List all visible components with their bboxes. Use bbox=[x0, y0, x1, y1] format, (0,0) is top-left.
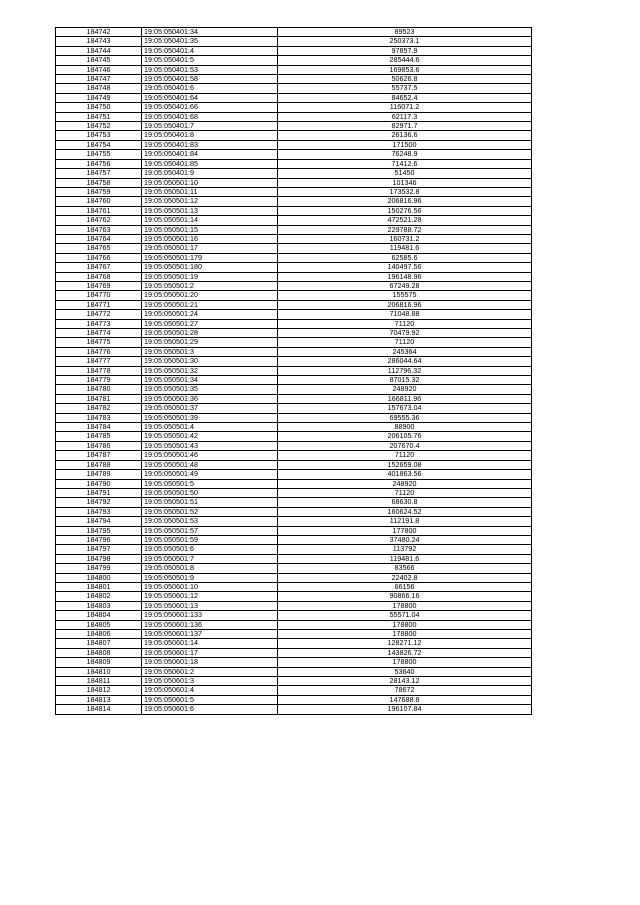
row-number-cell: 184795 bbox=[56, 526, 142, 535]
value-cell: 196148.96 bbox=[278, 272, 532, 281]
value-cell: 53640 bbox=[278, 667, 532, 676]
table-row bbox=[56, 234, 532, 243]
cadastral-number-cell: 19:05:050501:4 bbox=[142, 423, 278, 432]
cadastral-value-table bbox=[55, 27, 532, 715]
row-number-cell: 184782 bbox=[56, 404, 142, 413]
table-row bbox=[56, 46, 532, 55]
value-cell: 155575 bbox=[278, 291, 532, 300]
table-row bbox=[56, 159, 532, 168]
cadastral-number-cell: 19:05:050501:53 bbox=[142, 517, 278, 526]
cadastral-number-cell: 19:05:050601:14 bbox=[142, 639, 278, 648]
table-row bbox=[56, 178, 532, 187]
table-row bbox=[56, 385, 532, 394]
cadastral-number-cell: 19:05:050601:12 bbox=[142, 592, 278, 601]
row-number-cell: 184800 bbox=[56, 573, 142, 582]
cadastral-number-cell: 19:05:050501:35 bbox=[142, 385, 278, 394]
table-row bbox=[56, 65, 532, 74]
cadastral-number-cell: 19:05:050401:35 bbox=[142, 37, 278, 46]
cadastral-number-cell: 19:05:050601:4 bbox=[142, 686, 278, 695]
table-row bbox=[56, 84, 532, 93]
value-cell: 66156 bbox=[278, 582, 532, 591]
table-row bbox=[56, 310, 532, 319]
table-row bbox=[56, 347, 532, 356]
row-number-cell: 184750 bbox=[56, 103, 142, 112]
row-number-cell: 184747 bbox=[56, 75, 142, 84]
row-number-cell: 184810 bbox=[56, 667, 142, 676]
table-row bbox=[56, 56, 532, 65]
value-cell: 78672 bbox=[278, 686, 532, 695]
value-cell: 140497.56 bbox=[278, 263, 532, 272]
cadastral-number-cell: 19:05:050401:84 bbox=[142, 150, 278, 159]
value-cell: 62117.3 bbox=[278, 112, 532, 121]
table-row bbox=[56, 140, 532, 149]
row-number-cell: 184756 bbox=[56, 159, 142, 168]
row-number-cell: 184754 bbox=[56, 140, 142, 149]
value-cell: 71120 bbox=[278, 451, 532, 460]
table-row bbox=[56, 498, 532, 507]
value-cell: 245364 bbox=[278, 347, 532, 356]
table-row bbox=[56, 695, 532, 704]
cadastral-number-cell: 19:05:050501:57 bbox=[142, 526, 278, 535]
value-cell: 50626.8 bbox=[278, 75, 532, 84]
table-row bbox=[56, 169, 532, 178]
cadastral-number-cell: 19:05:050501:13 bbox=[142, 206, 278, 215]
cadastral-number-cell: 19:05:050601:133 bbox=[142, 611, 278, 620]
row-number-cell: 184765 bbox=[56, 244, 142, 253]
row-number-cell: 184746 bbox=[56, 65, 142, 74]
row-number-cell: 184766 bbox=[56, 253, 142, 262]
table-row bbox=[56, 272, 532, 281]
table-row bbox=[56, 225, 532, 234]
value-cell: 76248.9 bbox=[278, 150, 532, 159]
cadastral-number-cell: 19:05:050501:6 bbox=[142, 545, 278, 554]
cadastral-number-cell: 19:05:050501:46 bbox=[142, 451, 278, 460]
value-cell: 119481.6 bbox=[278, 554, 532, 563]
value-cell: 71048.88 bbox=[278, 310, 532, 319]
row-number-cell: 184749 bbox=[56, 93, 142, 102]
table-row bbox=[56, 582, 532, 591]
table-row bbox=[56, 432, 532, 441]
row-number-cell: 184768 bbox=[56, 272, 142, 281]
table-row bbox=[56, 28, 532, 37]
table-row bbox=[56, 423, 532, 432]
cadastral-number-cell: 19:05:050401:6 bbox=[142, 84, 278, 93]
value-cell: 68630.8 bbox=[278, 498, 532, 507]
row-number-cell: 184799 bbox=[56, 564, 142, 573]
table-row bbox=[56, 517, 532, 526]
row-number-cell: 184797 bbox=[56, 545, 142, 554]
value-cell: 171500 bbox=[278, 140, 532, 149]
row-number-cell: 184759 bbox=[56, 187, 142, 196]
cadastral-number-cell: 19:05:050501:52 bbox=[142, 507, 278, 516]
value-cell: 160624.52 bbox=[278, 507, 532, 516]
row-number-cell: 184807 bbox=[56, 639, 142, 648]
value-cell: 71120 bbox=[278, 488, 532, 497]
row-number-cell: 184745 bbox=[56, 56, 142, 65]
cadastral-number-cell: 19:05:050601:137 bbox=[142, 630, 278, 639]
row-number-cell: 184792 bbox=[56, 498, 142, 507]
table-row bbox=[56, 394, 532, 403]
cadastral-number-cell: 19:05:050401:7 bbox=[142, 122, 278, 131]
cadastral-number-cell: 19:05:050501:34 bbox=[142, 376, 278, 385]
table-row bbox=[56, 244, 532, 253]
value-cell: 37480.24 bbox=[278, 535, 532, 544]
cadastral-number-cell: 19:05:050501:3 bbox=[142, 347, 278, 356]
row-number-cell: 184779 bbox=[56, 376, 142, 385]
table-row bbox=[56, 93, 532, 102]
row-number-cell: 184757 bbox=[56, 169, 142, 178]
row-number-cell: 184809 bbox=[56, 658, 142, 667]
table-row bbox=[56, 686, 532, 695]
row-number-cell: 184760 bbox=[56, 197, 142, 206]
value-cell: 55737.5 bbox=[278, 84, 532, 93]
table-row bbox=[56, 413, 532, 422]
row-number-cell: 184786 bbox=[56, 441, 142, 450]
cadastral-number-cell: 19:05:050401:8 bbox=[142, 131, 278, 140]
value-cell: 112796.32 bbox=[278, 366, 532, 375]
table-row bbox=[56, 488, 532, 497]
row-number-cell: 184781 bbox=[56, 394, 142, 403]
cadastral-number-cell: 19:05:050501:8 bbox=[142, 564, 278, 573]
cadastral-number-cell: 19:05:050501:17 bbox=[142, 244, 278, 253]
cadastral-number-cell: 19:05:050501:179 bbox=[142, 253, 278, 262]
table-row bbox=[56, 263, 532, 272]
cadastral-number-cell: 19:05:050501:59 bbox=[142, 535, 278, 544]
table-row bbox=[56, 376, 532, 385]
value-cell: 401863.56 bbox=[278, 470, 532, 479]
row-number-cell: 184752 bbox=[56, 122, 142, 131]
row-number-cell: 184813 bbox=[56, 695, 142, 704]
cadastral-number-cell: 19:05:050501:180 bbox=[142, 263, 278, 272]
table-row bbox=[56, 677, 532, 686]
table-row bbox=[56, 253, 532, 262]
row-number-cell: 184773 bbox=[56, 319, 142, 328]
value-cell: 82971.7 bbox=[278, 122, 532, 131]
value-cell: 69555.36 bbox=[278, 413, 532, 422]
cadastral-number-cell: 19:05:050601:10 bbox=[142, 582, 278, 591]
cadastral-number-cell: 19:05:050501:49 bbox=[142, 470, 278, 479]
cadastral-number-cell: 19:05:050501:27 bbox=[142, 319, 278, 328]
cadastral-number-cell: 19:05:050401:66 bbox=[142, 103, 278, 112]
table-row bbox=[56, 667, 532, 676]
value-cell: 90866.16 bbox=[278, 592, 532, 601]
cadastral-number-cell: 19:05:050501:11 bbox=[142, 187, 278, 196]
value-cell: 178800 bbox=[278, 620, 532, 629]
value-cell: 71120 bbox=[278, 319, 532, 328]
cadastral-number-cell: 19:05:050501:30 bbox=[142, 357, 278, 366]
table-row bbox=[56, 37, 532, 46]
cadastral-number-cell: 19:05:050601:18 bbox=[142, 658, 278, 667]
table-row bbox=[56, 601, 532, 610]
cadastral-number-cell: 19:05:050501:42 bbox=[142, 432, 278, 441]
row-number-cell: 184742 bbox=[56, 28, 142, 37]
cadastral-number-cell: 19:05:050501:2 bbox=[142, 281, 278, 290]
table-row bbox=[56, 451, 532, 460]
value-cell: 87015.32 bbox=[278, 376, 532, 385]
row-number-cell: 184758 bbox=[56, 178, 142, 187]
cadastral-number-cell: 19:05:050501:20 bbox=[142, 291, 278, 300]
table-row bbox=[56, 187, 532, 196]
value-cell: 89523 bbox=[278, 28, 532, 37]
table-row bbox=[56, 404, 532, 413]
row-number-cell: 184780 bbox=[56, 385, 142, 394]
table-row bbox=[56, 545, 532, 554]
cadastral-number-cell: 19:05:050501:12 bbox=[142, 197, 278, 206]
value-cell: 28143.12 bbox=[278, 677, 532, 686]
cadastral-number-cell: 19:05:050501:14 bbox=[142, 216, 278, 225]
row-number-cell: 184761 bbox=[56, 206, 142, 215]
cadastral-number-cell: 19:05:050501:39 bbox=[142, 413, 278, 422]
table-row bbox=[56, 291, 532, 300]
cadastral-number-cell: 19:05:050401:53 bbox=[142, 65, 278, 74]
row-number-cell: 184777 bbox=[56, 357, 142, 366]
cadastral-number-cell: 19:05:050401:9 bbox=[142, 169, 278, 178]
row-number-cell: 184783 bbox=[56, 413, 142, 422]
value-cell: 70479.92 bbox=[278, 329, 532, 338]
value-cell: 51450 bbox=[278, 169, 532, 178]
row-number-cell: 184808 bbox=[56, 648, 142, 657]
value-cell: 71120 bbox=[278, 338, 532, 347]
value-cell: 26136.6 bbox=[278, 131, 532, 140]
row-number-cell: 184790 bbox=[56, 479, 142, 488]
row-number-cell: 184788 bbox=[56, 460, 142, 469]
row-number-cell: 184748 bbox=[56, 84, 142, 93]
row-number-cell: 184755 bbox=[56, 150, 142, 159]
cadastral-number-cell: 19:05:050501:43 bbox=[142, 441, 278, 450]
row-number-cell: 184744 bbox=[56, 46, 142, 55]
table-row bbox=[56, 507, 532, 516]
table-row bbox=[56, 103, 532, 112]
cadastral-number-cell: 19:05:050501:15 bbox=[142, 225, 278, 234]
table-row bbox=[56, 216, 532, 225]
table-row bbox=[56, 281, 532, 290]
cadastral-number-cell: 19:05:050401:5 bbox=[142, 56, 278, 65]
value-cell: 67249.28 bbox=[278, 281, 532, 290]
value-cell: 206816.96 bbox=[278, 300, 532, 309]
value-cell: 22402.8 bbox=[278, 573, 532, 582]
table-row bbox=[56, 197, 532, 206]
row-number-cell: 184784 bbox=[56, 423, 142, 432]
value-cell: 173532.8 bbox=[278, 187, 532, 196]
value-cell: 286044.64 bbox=[278, 357, 532, 366]
table-row bbox=[56, 300, 532, 309]
value-cell: 206816.96 bbox=[278, 197, 532, 206]
cadastral-number-cell: 19:05:050601:6 bbox=[142, 705, 278, 714]
table-row bbox=[56, 630, 532, 639]
value-cell: 248920 bbox=[278, 479, 532, 488]
value-cell: 71412.6 bbox=[278, 159, 532, 168]
row-number-cell: 184751 bbox=[56, 112, 142, 121]
cadastral-number-cell: 19:05:050501:37 bbox=[142, 404, 278, 413]
table-row bbox=[56, 122, 532, 131]
value-cell: 97857.9 bbox=[278, 46, 532, 55]
value-cell: 55571.04 bbox=[278, 611, 532, 620]
row-number-cell: 184753 bbox=[56, 131, 142, 140]
table-row bbox=[56, 338, 532, 347]
cadastral-number-cell: 19:05:050401:64 bbox=[142, 93, 278, 102]
value-cell: 169853.6 bbox=[278, 65, 532, 74]
value-cell: 166811.96 bbox=[278, 394, 532, 403]
row-number-cell: 184767 bbox=[56, 263, 142, 272]
value-cell: 113792 bbox=[278, 545, 532, 554]
row-number-cell: 184787 bbox=[56, 451, 142, 460]
cadastral-number-cell: 19:05:050601:13 bbox=[142, 601, 278, 610]
row-number-cell: 184769 bbox=[56, 281, 142, 290]
row-number-cell: 184770 bbox=[56, 291, 142, 300]
value-cell: 285444.6 bbox=[278, 56, 532, 65]
cadastral-number-cell: 19:05:050401:4 bbox=[142, 46, 278, 55]
table-row bbox=[56, 564, 532, 573]
cadastral-number-cell: 19:05:050501:10 bbox=[142, 178, 278, 187]
cadastral-number-cell: 19:05:050401:68 bbox=[142, 112, 278, 121]
row-number-cell: 184762 bbox=[56, 216, 142, 225]
cadastral-number-cell: 19:05:050601:2 bbox=[142, 667, 278, 676]
cadastral-number-cell: 19:05:050401:85 bbox=[142, 159, 278, 168]
cadastral-number-cell: 19:05:050501:9 bbox=[142, 573, 278, 582]
value-cell: 128271.12 bbox=[278, 639, 532, 648]
value-cell: 62585.6 bbox=[278, 253, 532, 262]
row-number-cell: 184763 bbox=[56, 225, 142, 234]
value-cell: 472521.28 bbox=[278, 216, 532, 225]
table-row bbox=[56, 658, 532, 667]
value-cell: 150276.56 bbox=[278, 206, 532, 215]
cadastral-number-cell: 19:05:050601:17 bbox=[142, 648, 278, 657]
row-number-cell: 184805 bbox=[56, 620, 142, 629]
value-cell: 83566 bbox=[278, 564, 532, 573]
row-number-cell: 184785 bbox=[56, 432, 142, 441]
row-number-cell: 184801 bbox=[56, 582, 142, 591]
cadastral-number-cell: 19:05:050501:29 bbox=[142, 338, 278, 347]
row-number-cell: 184814 bbox=[56, 705, 142, 714]
table-row bbox=[56, 112, 532, 121]
cadastral-number-cell: 19:05:050501:36 bbox=[142, 394, 278, 403]
row-number-cell: 184806 bbox=[56, 630, 142, 639]
value-cell: 178800 bbox=[278, 658, 532, 667]
cadastral-number-cell: 19:05:050501:51 bbox=[142, 498, 278, 507]
row-number-cell: 184743 bbox=[56, 37, 142, 46]
row-number-cell: 184776 bbox=[56, 347, 142, 356]
row-number-cell: 184772 bbox=[56, 310, 142, 319]
table-row bbox=[56, 75, 532, 84]
table-row bbox=[56, 573, 532, 582]
cadastral-number-cell: 19:05:050501:7 bbox=[142, 554, 278, 563]
cadastral-number-cell: 19:05:050601:3 bbox=[142, 677, 278, 686]
table-row bbox=[56, 357, 532, 366]
row-number-cell: 184791 bbox=[56, 488, 142, 497]
cadastral-number-cell: 19:05:050501:24 bbox=[142, 310, 278, 319]
table-row bbox=[56, 620, 532, 629]
table-row bbox=[56, 648, 532, 657]
value-cell: 177800 bbox=[278, 526, 532, 535]
value-cell: 116071.2 bbox=[278, 103, 532, 112]
table-row bbox=[56, 639, 532, 648]
cadastral-number-cell: 19:05:050501:16 bbox=[142, 234, 278, 243]
value-cell: 250373.1 bbox=[278, 37, 532, 46]
cadastral-number-cell: 19:05:050401:34 bbox=[142, 28, 278, 37]
row-number-cell: 184774 bbox=[56, 329, 142, 338]
value-cell: 101346 bbox=[278, 178, 532, 187]
table-row bbox=[56, 611, 532, 620]
table-row bbox=[56, 592, 532, 601]
table-body bbox=[56, 28, 532, 715]
row-number-cell: 184796 bbox=[56, 535, 142, 544]
row-number-cell: 184789 bbox=[56, 470, 142, 479]
value-cell: 147688.8 bbox=[278, 695, 532, 704]
row-number-cell: 184778 bbox=[56, 366, 142, 375]
value-cell: 178800 bbox=[278, 630, 532, 639]
row-number-cell: 184771 bbox=[56, 300, 142, 309]
table-row bbox=[56, 150, 532, 159]
table-row bbox=[56, 535, 532, 544]
table-row bbox=[56, 366, 532, 375]
row-number-cell: 184804 bbox=[56, 611, 142, 620]
value-cell: 88900 bbox=[278, 423, 532, 432]
row-number-cell: 184803 bbox=[56, 601, 142, 610]
table-row bbox=[56, 526, 532, 535]
value-cell: 84652.4 bbox=[278, 93, 532, 102]
cadastral-number-cell: 19:05:050501:48 bbox=[142, 460, 278, 469]
cadastral-number-cell: 19:05:050401:58 bbox=[142, 75, 278, 84]
table-row bbox=[56, 705, 532, 714]
cadastral-number-cell: 19:05:050601:5 bbox=[142, 695, 278, 704]
cadastral-number-cell: 19:05:050501:28 bbox=[142, 329, 278, 338]
cadastral-number-cell: 19:05:050501:21 bbox=[142, 300, 278, 309]
value-cell: 143826.72 bbox=[278, 648, 532, 657]
value-cell: 229788.72 bbox=[278, 225, 532, 234]
row-number-cell: 184802 bbox=[56, 592, 142, 601]
table-row bbox=[56, 131, 532, 140]
row-number-cell: 184793 bbox=[56, 507, 142, 516]
cadastral-number-cell: 19:05:050501:5 bbox=[142, 479, 278, 488]
row-number-cell: 184798 bbox=[56, 554, 142, 563]
cadastral-number-cell: 19:05:050501:32 bbox=[142, 366, 278, 375]
row-number-cell: 184794 bbox=[56, 517, 142, 526]
table-row bbox=[56, 206, 532, 215]
row-number-cell: 184775 bbox=[56, 338, 142, 347]
cadastral-number-cell: 19:05:050601:136 bbox=[142, 620, 278, 629]
value-cell: 206105.76 bbox=[278, 432, 532, 441]
table-row bbox=[56, 554, 532, 563]
row-number-cell: 184812 bbox=[56, 686, 142, 695]
table-row bbox=[56, 319, 532, 328]
table-row bbox=[56, 470, 532, 479]
value-cell: 160731.2 bbox=[278, 234, 532, 243]
value-cell: 119481.6 bbox=[278, 244, 532, 253]
table-row bbox=[56, 329, 532, 338]
value-cell: 196107.84 bbox=[278, 705, 532, 714]
table-row bbox=[56, 441, 532, 450]
row-number-cell: 184811 bbox=[56, 677, 142, 686]
table-row bbox=[56, 479, 532, 488]
cadastral-number-cell: 19:05:050501:19 bbox=[142, 272, 278, 281]
value-cell: 248920 bbox=[278, 385, 532, 394]
cadastral-number-cell: 19:05:050401:83 bbox=[142, 140, 278, 149]
value-cell: 207670.4 bbox=[278, 441, 532, 450]
value-cell: 157673.04 bbox=[278, 404, 532, 413]
value-cell: 152659.08 bbox=[278, 460, 532, 469]
value-cell: 178800 bbox=[278, 601, 532, 610]
table-row bbox=[56, 460, 532, 469]
row-number-cell: 184764 bbox=[56, 234, 142, 243]
value-cell: 112191.8 bbox=[278, 517, 532, 526]
cadastral-number-cell: 19:05:050501:50 bbox=[142, 488, 278, 497]
